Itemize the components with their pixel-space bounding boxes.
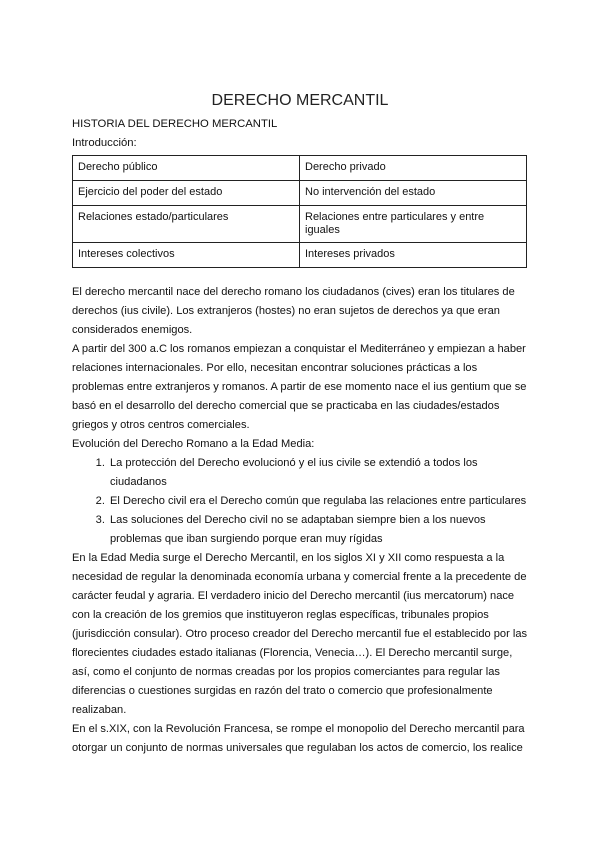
document-title: DERECHO MERCANTIL	[211, 92, 389, 109]
table-cell: Relaciones estado/particulares	[73, 206, 300, 243]
table-cell: Relaciones entre particulares y entre iguales	[300, 206, 527, 243]
table-row	[73, 243, 527, 268]
table-cell: Ejercicio del poder del estado	[73, 181, 300, 206]
section-heading: HISTORIA DEL DERECHO MERCANTIL	[72, 118, 278, 130]
paragraph-nineteenth-century: En el s.XIX, con la Revolución Francesa, se rompe el monopolio del Derecho mercantil para otorgar un conjunto de normas universales que regulaban los actos de comercio, los realice	[72, 723, 525, 754]
table-row	[73, 181, 527, 206]
comparison-table	[72, 155, 527, 268]
table-cell: Derecho público	[73, 156, 300, 181]
table-cell: No intervención del estado	[300, 181, 527, 206]
list-item: 1. La protección del Derecho evolucionó y el ius civile se extendió a todos los ciudadanos	[108, 454, 528, 492]
paragraph-evolution-heading: Evolución del Derecho Romano a la Edad Media:	[72, 438, 315, 450]
paragraph-ius-gentium: A partir del 300 a.C los romanos empiezan a conquistar el Mediterráneo y empiezan a haber relaciones internacionales. Por ello, necesitan encontrar soluciones prácticas a los problemas entre extranjeros y romanos. A partir de ese momento nace el ius gentium que se basó en el desarrollo del derecho comercial que se practicaba en las ciudades/estados griegos y otros centros comerciales.	[72, 343, 527, 431]
paragraph-roman-origin: El derecho mercantil nace del derecho romano los ciudadanos (cives) eran los titulares de derechos (ius civile). Los extranjeros (hostes) no eran sujetos de derechos ya que eran considerados enemigos.	[72, 286, 515, 336]
list-item: 3. Las soluciones del Derecho civil no se adaptaban siempre bien a los nuevos problemas que iban surgiendo porque eran muy rígidas	[108, 511, 528, 549]
table-cell: Derecho privado	[300, 156, 527, 181]
table-cell: Intereses privados	[300, 243, 527, 268]
table-row	[73, 156, 527, 181]
document-body	[72, 283, 528, 758]
list-item: 2. El Derecho civil era el Derecho común que regulaba las relaciones entre particulares	[108, 492, 528, 511]
intro-label: Introducción:	[72, 137, 137, 149]
table-cell: Intereses colectivos	[73, 243, 300, 268]
evolution-list	[72, 454, 528, 549]
table-row	[73, 206, 527, 243]
paragraph-middle-ages: En la Edad Media surge el Derecho Mercantil, en los siglos XI y XII como respuesta a la necesidad de regular la denominada economía urbana y comercial frente a la precedente de carácter feudal y agraria. El verdadero inicio del Derecho mercantil (ius mercatorum) nace con la creación de los gremios que instituyeron reglas específicas, tribunales propios (jurisdicción consular). Otro proceso creador del Derecho mercantil fue el establecido por las florecientes ciudades estado italianas (Florencia, Venecia…). El Derecho mercantil surge, así, como el conjunto de normas creadas por los propios comerciantes para regular las diferencias o cuestiones surgidas en razón del trato o comercio que profesionalmente realizaban.	[72, 552, 528, 716]
